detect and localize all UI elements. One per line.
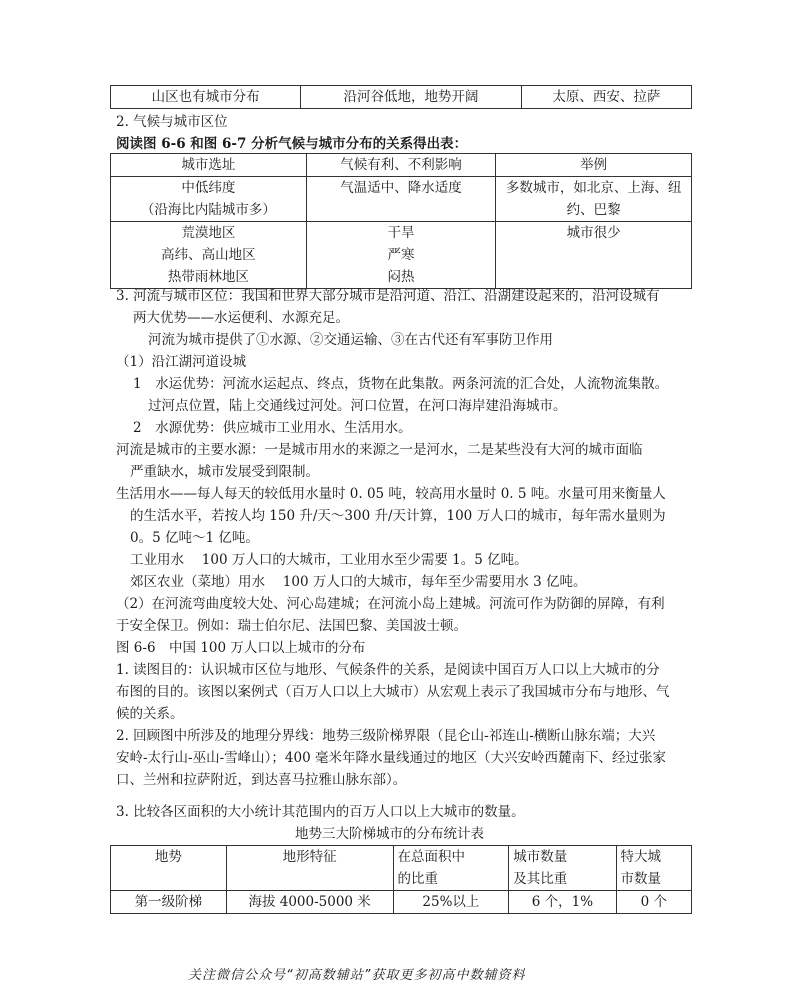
paragraph-line: 3. 比较各区面积的大小统计其范围内的百万人口以上大城市的数量。	[116, 804, 525, 820]
table-cell	[306, 222, 496, 289]
figure-title: 图 6-6 中国 100 万人口以上城市的分布	[116, 640, 366, 656]
cell-line: 市数量	[620, 871, 662, 887]
column-header: 气候有利、不利影响	[306, 154, 496, 177]
paragraph-line: 工业用水 100 万人口的大城市，工业用水至少需要 1。5 亿吨。	[130, 552, 528, 568]
cell-line: 荒漠地区	[181, 225, 236, 241]
cell-line: 中低纬度	[181, 180, 236, 196]
cell-line: 特大城	[620, 849, 662, 865]
paragraph-line: 0。5 亿吨～1 亿吨。	[130, 530, 259, 546]
table-header-row	[111, 154, 692, 177]
table-row	[111, 177, 692, 222]
paragraph-line: 2 水源优势：供应城市工业用水、生活用水。	[133, 420, 412, 436]
column-header	[509, 846, 616, 891]
table-cell: 气温适中、降水适度	[306, 177, 496, 222]
table-cell	[496, 177, 692, 222]
paragraph-line: 安岭-太行山-巫山-雪峰山）；400 毫米年降水量线通过的地区（大兴安岭西麓南下、经过张家	[116, 750, 666, 766]
cell-line: 的比重	[397, 871, 439, 887]
paragraph-line: 候的关系。	[116, 706, 184, 722]
paragraph-line: 过河点位置，陆上交通线过河处。河口位置，在河口海岸建沿海城市。	[148, 398, 567, 414]
column-header: 地形特征	[226, 846, 393, 891]
cell-line: 约、巴黎	[566, 202, 621, 218]
column-header: 地势	[111, 846, 227, 891]
paragraph-line: 严重缺水，城市发展受到限制。	[130, 464, 319, 480]
cell-line: 及其比重	[513, 871, 568, 887]
cell-line: 严寒	[387, 247, 415, 263]
paragraph-line: 两大优势——水运便利、水源充足。	[133, 310, 349, 326]
paragraph-line: 2. 回顾图中所涉及的地理分界线：地势三级阶梯界限（昆仑山-祁连山-横断山脉东端；大兴	[116, 728, 656, 744]
column-header	[616, 846, 691, 891]
table-cell: 0 个	[616, 891, 691, 914]
cell-line: 多数城市，如北京、上海、纽	[505, 180, 682, 196]
cell-line: 在总面积中	[397, 849, 466, 865]
column-header: 城市选址	[111, 154, 307, 177]
table-cell: 城市很少	[496, 222, 692, 289]
column-header	[393, 846, 509, 891]
table-cell: 海拔 4000-5000 米	[226, 891, 393, 914]
cell-line: 闷热	[387, 269, 415, 285]
paragraph-line: 布图的目的。该图以案例式（百万人口以上大城市）从宏观上表示了我国城市分布与地形、气	[116, 684, 670, 700]
table-cell	[111, 177, 307, 222]
paragraph-line: 的生活水平，若按人均 150 升/天～300 升/天计算，100 万人口的城市，每年需水量则为	[130, 508, 666, 524]
cell-line: （沿海比内陆城市多）	[140, 202, 276, 218]
column-header: 举例	[496, 154, 692, 177]
cell-line: 高纬、高山地区	[161, 247, 256, 263]
paragraph-line: 河流是城市的主要水源：一是城市用水的来源之一是河水，二是某些没有大河的城市面临	[116, 442, 643, 458]
table-row	[111, 891, 692, 914]
paragraph-line: 生活用水——每人每天的较低用水量时 0. 05 吨，较高用水量时 0. 5 吨。水量可用来衡量人	[116, 486, 666, 502]
stats-table	[110, 845, 692, 914]
paragraph-line: 3. 河流与城市区位：我国和世界大部分城市是沿河道、沿江、沿湖建设起来的，沿河设城有	[116, 288, 660, 304]
subheading: （1）沿江湖河道设城	[116, 354, 247, 370]
table-cell: 第一级阶梯	[111, 891, 227, 914]
table-cell: 25%以上	[393, 891, 509, 914]
table-row	[111, 222, 692, 289]
paragraph-line: 1. 读图目的：认识城市区位与地形、气候条件的关系，是阅读中国百万人口以上大城市的分	[116, 662, 660, 678]
table-header-row	[111, 846, 692, 891]
page-footer: 关注微信公众号“初高数辅站”获取更多初高中数辅资料	[188, 968, 526, 983]
cell-line: 城市数量	[513, 849, 568, 865]
paragraph-line: （2）在河流弯曲度较大处、河心岛建城；在河流小岛上建城。河流可作为防御的屏障，有利	[116, 596, 665, 612]
cell-line: 干旱	[387, 225, 415, 241]
paragraph-line: 口、兰州和拉萨附近，到达喜马拉雅山脉东部）。	[116, 772, 407, 788]
top-table	[110, 85, 692, 109]
table-caption: 地势三大阶梯城市的分布统计表	[295, 826, 484, 842]
table-cell: 太原、西安、拉萨	[521, 86, 691, 109]
table-cell: 沿河谷低地，地势开阔	[301, 86, 522, 109]
paragraph-line: 于安全保卫。例如：瑞士伯尔尼、法国巴黎、美国波士顿。	[116, 618, 467, 634]
cell-line: 热带雨林地区	[167, 269, 249, 285]
paragraph-line: 郊区农业（菜地）用水 100 万人口的大城市，每年至少需要用水 3 亿吨。	[130, 574, 587, 590]
table-cell: 6 个，1%	[509, 891, 616, 914]
table-cell	[111, 222, 307, 289]
table-row	[111, 86, 692, 109]
climate-table	[110, 153, 692, 289]
table-cell: 山区也有城市分布	[111, 86, 301, 109]
section-intro: 阅读图 6-6 和图 6-7 分析气候与城市分布的关系得出表：	[116, 136, 468, 152]
section-heading: 2. 气候与城市区位	[116, 114, 228, 130]
paragraph-line: 河流为城市提供了①水源、②交通运输、③在古代还有军事防卫作用	[148, 332, 553, 348]
paragraph-line: 1 水运优势：河流水运起点、终点，货物在此集散。两条河流的汇合处，人流物流集散。	[133, 376, 669, 392]
